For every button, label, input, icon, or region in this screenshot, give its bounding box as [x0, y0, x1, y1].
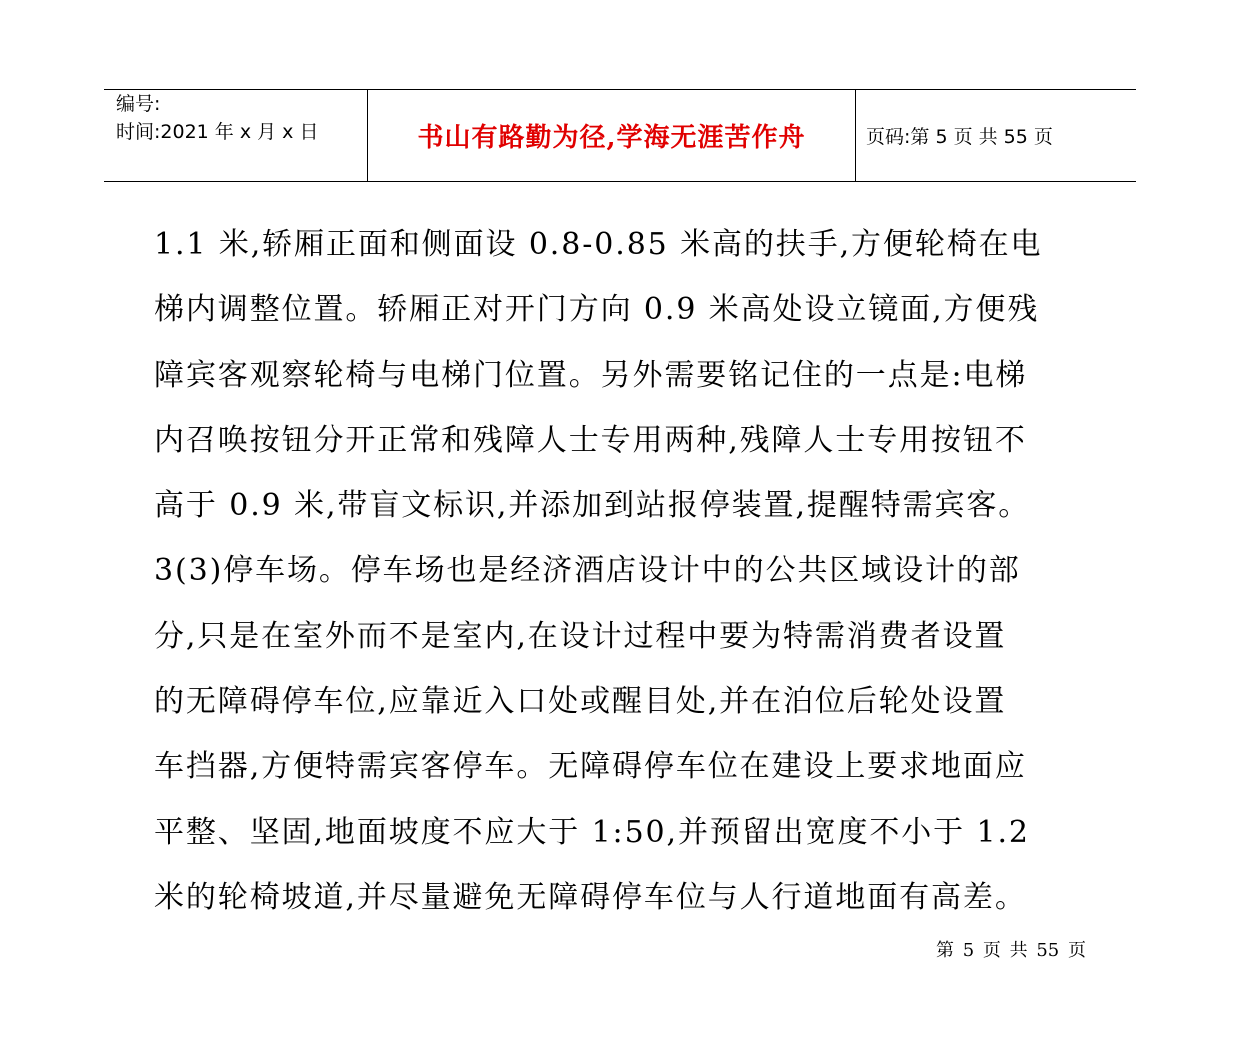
body-line: 3(3)停车场。停车场也是经济酒店设计中的公共区域设计的部	[154, 553, 1021, 589]
header-motto-cell	[368, 90, 856, 181]
page-header	[104, 89, 1136, 182]
body-line: 高于 0.9 米,带盲文标识,并添加到站报停装置,提醒特需宾客。	[154, 488, 1031, 524]
body-line: 梯内调整位置。轿厢正对开门方向 0.9 米高处设立镜面,方便残	[154, 292, 1040, 328]
document-body	[154, 212, 1094, 930]
header-page-cell	[856, 90, 1136, 181]
footer-page-number: 第 5 页 共 55 页	[936, 940, 1086, 961]
header-meta	[104, 90, 368, 181]
document-time-label: 时间:2021 年 x 月 x 日	[116, 121, 319, 143]
body-line: 平整、坚固,地面坡度不应大于 1:50,并预留出宽度不小于 1.2	[154, 814, 1030, 850]
body-line: 的无障碍停车位,应靠近入口处或醒目处,并在泊位后轮处设置	[154, 684, 1007, 720]
body-line: 内召唤按钮分开正常和残障人士专用两种,残障人士专用按钮不	[154, 422, 1027, 458]
document-number-label: 编号:	[116, 93, 161, 115]
body-line: 分,只是在室外而不是室内,在设计过程中要为特需消费者设置	[154, 618, 1007, 654]
header-motto: 书山有路勤为径,学海无涯苦作舟	[417, 123, 806, 153]
body-line: 1.1 米,轿厢正面和侧面设 0.8-0.85 米高的扶手,方便轮椅在电	[154, 227, 1043, 262]
body-line: 米的轮椅坡道,并尽量避免无障碍停车位与人行道地面有高差。	[154, 879, 1027, 915]
body-line: 车挡器,方便特需宾客停车。无障碍停车位在建设上要求地面应	[154, 749, 1027, 785]
header-page-info: 页码:第 5 页 共 55 页	[866, 126, 1053, 148]
body-line: 障宾客观察轮椅与电梯门位置。另外需要铭记住的一点是:电梯	[154, 357, 1028, 393]
